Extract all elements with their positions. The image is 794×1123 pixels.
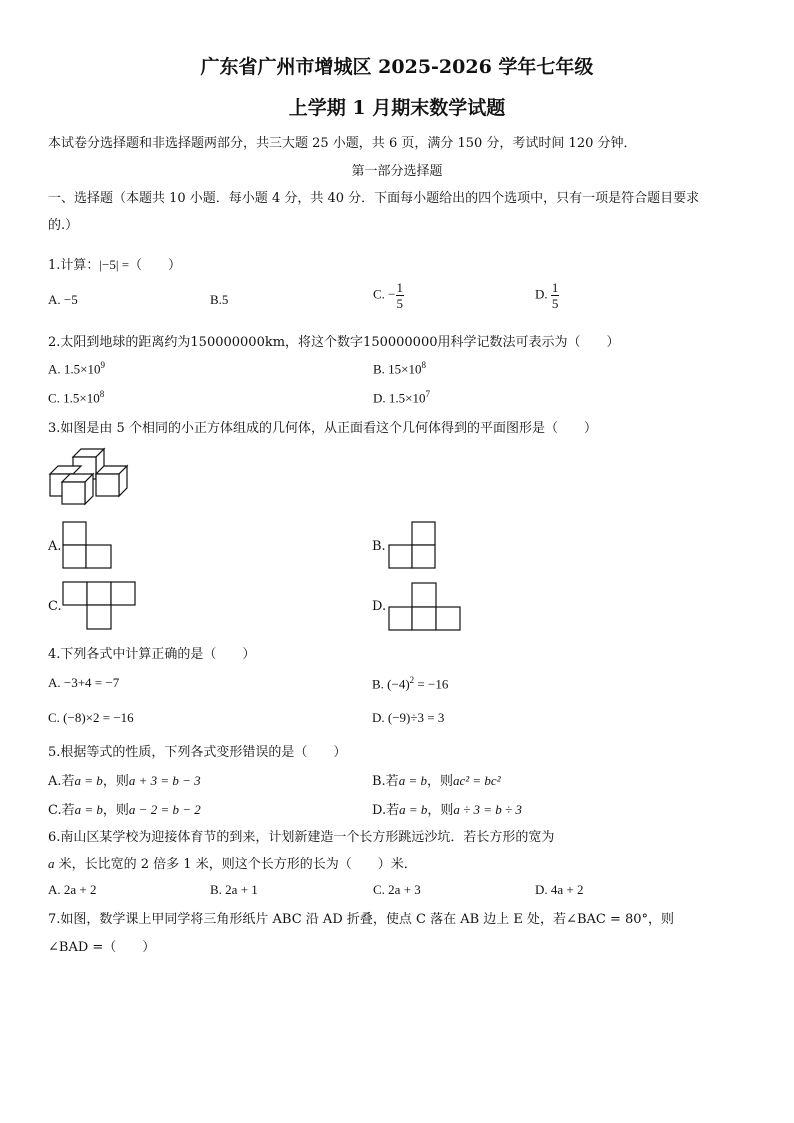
option-exponent: 9	[100, 360, 105, 370]
q6-stem-line2-text: 米，长比宽的 2 倍多 1 米，则这个长方形的长为（ ）米．	[54, 857, 417, 872]
q3-option-b-label: B.	[372, 539, 386, 554]
option-label: C.若	[48, 803, 75, 818]
q5-option-d	[372, 799, 522, 818]
q3-option-b-figure	[388, 521, 438, 569]
q6-stem-line2	[48, 853, 417, 872]
q1-blank: （ ）	[129, 258, 182, 273]
q7-stem-line1: 7.如图，数学课上甲同学将三角形纸片 ABC 沿 AD 折叠，使点 C 落在 AB 边上 E 处，若∠BAC = 80°，则	[48, 912, 675, 927]
q1-option-c-fraction	[396, 280, 405, 311]
option-exponent: 8	[99, 389, 105, 399]
fraction-numerator: 1	[396, 280, 404, 295]
option-result: a − 2 = b − 2	[128, 802, 201, 817]
option-then: ，则	[426, 774, 453, 789]
option-label: D.	[373, 390, 386, 406]
q1-stem-text: 1.计算：	[48, 258, 100, 273]
option-condition: a = b	[399, 802, 428, 817]
option-label: B.若	[372, 774, 399, 789]
part1-title: 第一部分选择题	[351, 164, 443, 179]
q3-option-a-figure	[62, 521, 114, 569]
q1-option-d-fraction	[551, 280, 560, 311]
option-base: 1.5×10	[63, 361, 101, 377]
option-condition: a = b	[74, 802, 103, 817]
q3-option-c-label: C.	[48, 599, 62, 614]
q5-stem: 5.根据等式的性质，下列各式变形错误的是（ ）	[48, 745, 347, 760]
q5-option-a	[48, 770, 201, 789]
exam-intro: 本试卷分选择题和非选择题两部分，共三大题 25 小题，共 6 页，满分 150 分，考试时间 120 分钟．	[48, 136, 637, 151]
q3-solid-figure	[48, 443, 133, 503]
option-then: ，则	[102, 803, 129, 818]
option-base: 15×10	[388, 361, 422, 377]
q3-stem: 3.如图是由 5 个相同的小正方体组成的几何体，从正面看这个几何体得到的平面图形是（ ）	[48, 421, 597, 436]
q1-option-d-label: D.	[535, 286, 551, 302]
q1-stem	[48, 254, 181, 273]
option-result: a ÷ 3 = b ÷ 3	[453, 802, 522, 817]
q3-option-a-label: A.	[48, 539, 62, 554]
q1-option-a: A. −5	[48, 292, 78, 307]
option-exponent: 8	[421, 360, 427, 370]
option-then: ，则	[427, 803, 454, 818]
q4-option-d: D. (−9)÷3 = 3	[372, 710, 445, 725]
q1-option-c	[373, 280, 404, 311]
q3-option-d-figure	[388, 582, 464, 632]
q1-option-c-label: C. −	[373, 286, 396, 302]
q4-stem: 4.下列各式中计算正确的是（ ）	[48, 647, 256, 662]
option-then: ，则	[102, 774, 129, 789]
section1-line2: 的.）	[48, 218, 79, 233]
option-result: a + 3 = b − 3	[128, 773, 201, 788]
doc-title-line2: 上学期 1 月期末数学试题	[288, 97, 506, 119]
q7-stem-line2: ∠BAD =（ ）	[48, 940, 156, 955]
q5-option-c	[48, 799, 201, 818]
q6-stem-line1: 6.南山区某学校为迎接体育节的到来，计划新建造一个长方形跳远沙坑．若长方形的宽为	[48, 830, 555, 845]
q1-option-d	[535, 280, 559, 311]
doc-title-line1: 广东省广州市增城区 2025-2026 学年七年级	[200, 56, 594, 78]
q6-option-a: A. 2a + 2	[48, 882, 97, 897]
option-label: D.若	[372, 803, 400, 818]
option-base: 1.5×10	[63, 390, 100, 406]
option-rest: = −16	[414, 676, 449, 692]
option-label: B.	[373, 361, 385, 377]
fraction-denominator: 5	[396, 296, 404, 311]
q2-option-a	[48, 360, 105, 377]
option-label: A.若	[48, 774, 75, 789]
option-exponent: 2	[409, 675, 415, 685]
q6-option-b: B. 2a + 1	[210, 882, 258, 897]
option-label: C.	[48, 390, 60, 406]
q1-expr: |−5| =	[99, 257, 130, 272]
option-condition: a = b	[74, 773, 103, 788]
option-condition: a = b	[398, 773, 427, 788]
q2-stem: 2.太阳到地球的距离约为150000000km，将这个数字150000000用科学记数法可表示为（ ）	[48, 335, 620, 350]
option-base: B. (−4)	[372, 676, 410, 692]
q2-option-b	[373, 360, 426, 377]
fraction-numerator: 1	[551, 280, 559, 295]
option-exponent: 7	[425, 389, 430, 399]
option-label: A.	[48, 361, 61, 377]
q4-option-a: A. −3+4 = −7	[48, 675, 120, 690]
q3-option-d-label: D.	[372, 599, 387, 614]
q6-option-d: D. 4a + 2	[535, 882, 584, 897]
section1-line1: 一、选择题（本题共 10 小题．每小题 4 分，共 40 分．下面每小题给出的四个选项中，只有一项是符合题目要求	[48, 191, 700, 206]
q5-option-b	[372, 770, 501, 789]
fraction-denominator: 5	[551, 296, 559, 311]
q4-option-c: C. (−8)×2 = −16	[48, 710, 134, 725]
q6-variable: a	[48, 856, 55, 871]
q2-option-c	[48, 389, 104, 406]
option-base: 1.5×10	[388, 390, 426, 406]
option-result: ac² = bc²	[452, 773, 501, 788]
q6-option-c: C. 2a + 3	[373, 882, 421, 897]
q2-option-d	[373, 389, 430, 406]
q4-option-b	[372, 675, 448, 692]
q3-option-c-figure	[62, 581, 138, 631]
q1-option-b: B.5	[210, 292, 229, 307]
